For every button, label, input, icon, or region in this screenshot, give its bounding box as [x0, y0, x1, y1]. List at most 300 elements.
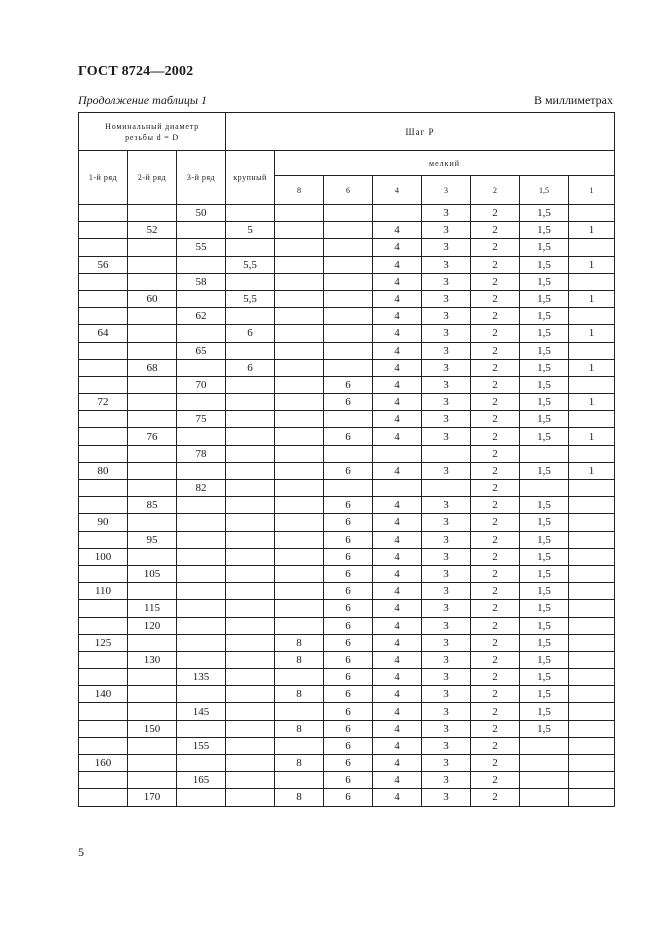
table-cell [324, 411, 373, 428]
table-cell [128, 480, 177, 497]
table-cell: 6 [324, 462, 373, 479]
table-cell [275, 531, 324, 548]
table-cell [177, 565, 226, 582]
table-cell [177, 548, 226, 565]
table-cell: 2 [471, 617, 520, 634]
table-cell [569, 205, 615, 222]
table-cell: 3 [422, 634, 471, 651]
table-cell [128, 256, 177, 273]
table-cell [128, 634, 177, 651]
table-row [79, 737, 615, 754]
table-cell [520, 789, 569, 806]
table-row [79, 669, 615, 686]
table-cell [275, 308, 324, 325]
table-row [79, 480, 615, 497]
table-cell: 4 [373, 703, 422, 720]
table-cell: 4 [373, 222, 422, 239]
table-cell [79, 308, 128, 325]
table-row [79, 565, 615, 582]
table-cell: 6 [324, 548, 373, 565]
table-cell [569, 720, 615, 737]
table-cell [275, 256, 324, 273]
table-cell: 6 [324, 514, 373, 531]
table-cell: 2 [471, 634, 520, 651]
table-cell: 1,5 [520, 703, 569, 720]
table-cell [226, 480, 275, 497]
table-row [79, 789, 615, 806]
table-cell [128, 772, 177, 789]
table-cell [569, 669, 615, 686]
table-cell [177, 222, 226, 239]
table-cell [275, 480, 324, 497]
table-cell: 3 [422, 669, 471, 686]
table-cell: 4 [373, 531, 422, 548]
page-number: 5 [78, 845, 84, 859]
table-cell: 4 [373, 394, 422, 411]
table-cell: 3 [422, 651, 471, 668]
table-cell: 3 [422, 531, 471, 548]
table-cell [79, 342, 128, 359]
table-row [79, 325, 615, 342]
table-row [79, 308, 615, 325]
table-cell [128, 445, 177, 462]
table-cell: 2 [471, 531, 520, 548]
table-cell: 160 [79, 755, 128, 772]
table-cell [128, 411, 177, 428]
table-cell: 6 [324, 497, 373, 514]
table-cell: 6 [324, 565, 373, 582]
table-cell [177, 583, 226, 600]
table-cell [177, 428, 226, 445]
table-cell: 3 [422, 239, 471, 256]
table-cell: 65 [177, 342, 226, 359]
table-cell: 1,5 [520, 222, 569, 239]
table-cell: 52 [128, 222, 177, 239]
table-cell [275, 514, 324, 531]
table-cell: 6 [324, 394, 373, 411]
table-cell: 95 [128, 531, 177, 548]
table-cell: 3 [422, 548, 471, 565]
table-cell [79, 290, 128, 307]
table-cell: 8 [275, 686, 324, 703]
table-row [79, 462, 615, 479]
table-cell: 3 [422, 737, 471, 754]
table-cell: 4 [373, 720, 422, 737]
table-cell [275, 703, 324, 720]
table-cell [569, 514, 615, 531]
table-cell [177, 325, 226, 342]
table-cell [226, 772, 275, 789]
table-row [79, 600, 615, 617]
fine-pitch-header: 6 [324, 176, 373, 205]
table-cell: 75 [177, 411, 226, 428]
table-cell: 8 [275, 720, 324, 737]
table-cell [569, 772, 615, 789]
table-cell [569, 634, 615, 651]
table-row [79, 445, 615, 462]
table-cell [520, 772, 569, 789]
table-cell: 2 [471, 308, 520, 325]
table-cell [79, 737, 128, 754]
table-cell [373, 445, 422, 462]
table-cell [226, 273, 275, 290]
table-cell: 6 [324, 789, 373, 806]
table-cell [226, 239, 275, 256]
row-2-header: 2-й ряд [128, 151, 177, 205]
table-cell [275, 325, 324, 342]
table-cell: 1,5 [520, 239, 569, 256]
table-cell: 2 [471, 565, 520, 582]
table-cell [177, 531, 226, 548]
table-cell: 110 [79, 583, 128, 600]
table-cell [569, 411, 615, 428]
table-cell: 3 [422, 772, 471, 789]
table-cell: 4 [373, 514, 422, 531]
table-cell: 4 [373, 256, 422, 273]
table-cell: 2 [471, 445, 520, 462]
table-cell: 1 [569, 325, 615, 342]
table-row [79, 531, 615, 548]
table-cell: 3 [422, 514, 471, 531]
table-cell: 2 [471, 737, 520, 754]
table-cell [79, 720, 128, 737]
table-cell [79, 617, 128, 634]
table-cell [324, 273, 373, 290]
table-cell [79, 772, 128, 789]
table-cell [79, 497, 128, 514]
table-cell [177, 359, 226, 376]
table-cell: 4 [373, 737, 422, 754]
table-cell [226, 394, 275, 411]
table-cell: 90 [79, 514, 128, 531]
table-cell [79, 205, 128, 222]
table-cell: 3 [422, 222, 471, 239]
table-cell [226, 789, 275, 806]
table-cell [128, 462, 177, 479]
table-body [79, 205, 615, 807]
table-cell: 50 [177, 205, 226, 222]
table-cell [373, 480, 422, 497]
table-cell [226, 497, 275, 514]
table-cell [79, 411, 128, 428]
table-row [79, 703, 615, 720]
table-cell: 4 [373, 325, 422, 342]
table-cell: 2 [471, 222, 520, 239]
table-cell: 6 [324, 703, 373, 720]
table-cell [324, 308, 373, 325]
table-cell: 4 [373, 273, 422, 290]
table-cell: 1,5 [520, 669, 569, 686]
table-cell [226, 565, 275, 582]
table-cell: 2 [471, 686, 520, 703]
table-cell [128, 669, 177, 686]
table-cell [177, 755, 226, 772]
table-row [79, 239, 615, 256]
table-cell: 3 [422, 394, 471, 411]
table-cell: 4 [373, 548, 422, 565]
table-cell: 2 [471, 376, 520, 393]
table-cell: 6 [324, 531, 373, 548]
table-cell: 1,5 [520, 548, 569, 565]
table-cell [226, 720, 275, 737]
table-cell: 3 [422, 290, 471, 307]
table-cell [275, 583, 324, 600]
nominal-diameter-header [79, 113, 226, 151]
table-cell [79, 600, 128, 617]
table-row [79, 394, 615, 411]
fine-pitch-header: 8 [275, 176, 324, 205]
table-cell: 4 [373, 359, 422, 376]
table-cell [275, 600, 324, 617]
table-cell: 4 [373, 411, 422, 428]
table-cell: 1,5 [520, 308, 569, 325]
table-cell [226, 651, 275, 668]
table-cell [79, 359, 128, 376]
table-cell: 4 [373, 565, 422, 582]
table-cell: 8 [275, 634, 324, 651]
table-cell: 1,5 [520, 256, 569, 273]
table-cell: 1,5 [520, 359, 569, 376]
fine-pitch-header: 2 [471, 176, 520, 205]
table-cell [177, 462, 226, 479]
table-cell: 2 [471, 462, 520, 479]
table-cell: 2 [471, 342, 520, 359]
table-cell [275, 359, 324, 376]
table-cell: 3 [422, 755, 471, 772]
table-cell: 1,5 [520, 686, 569, 703]
table-cell: 1 [569, 290, 615, 307]
table-cell: 8 [275, 651, 324, 668]
table-cell [226, 462, 275, 479]
table-cell: 2 [471, 256, 520, 273]
table-cell [128, 394, 177, 411]
table-cell [128, 514, 177, 531]
table-cell: 150 [128, 720, 177, 737]
table-cell: 6 [324, 428, 373, 445]
table-cell: 4 [373, 686, 422, 703]
table-cell: 55 [177, 239, 226, 256]
table-cell: 4 [373, 462, 422, 479]
table-cell: 6 [226, 325, 275, 342]
table-cell [569, 308, 615, 325]
table-cell: 6 [324, 772, 373, 789]
table-cell [128, 548, 177, 565]
table-cell: 1,5 [520, 583, 569, 600]
table-cell: 2 [471, 548, 520, 565]
table-cell: 2 [471, 428, 520, 445]
fine-pitch-header: 1 [569, 176, 615, 205]
table-cell: 4 [373, 428, 422, 445]
table-cell [373, 205, 422, 222]
table-cell [569, 239, 615, 256]
table-cell [569, 703, 615, 720]
table-cell: 3 [422, 789, 471, 806]
table-cell [226, 376, 275, 393]
table-cell: 6 [324, 737, 373, 754]
table-cell [79, 651, 128, 668]
table-cell [226, 342, 275, 359]
table-cell: 4 [373, 789, 422, 806]
table-cell: 3 [422, 703, 471, 720]
table-cell: 1,5 [520, 325, 569, 342]
table-cell: 5,5 [226, 290, 275, 307]
table-cell [79, 273, 128, 290]
table-cell [275, 290, 324, 307]
table-cell: 2 [471, 703, 520, 720]
table-cell: 4 [373, 308, 422, 325]
table-cell: 2 [471, 394, 520, 411]
table-row [79, 720, 615, 737]
table-cell [226, 411, 275, 428]
table-cell [79, 445, 128, 462]
table-cell [177, 789, 226, 806]
table-cell [226, 600, 275, 617]
table-cell [226, 755, 275, 772]
table-cell [569, 445, 615, 462]
table-cell: 130 [128, 651, 177, 668]
table-row [79, 583, 615, 600]
table-cell [569, 583, 615, 600]
table-cell [569, 617, 615, 634]
table-cell [79, 480, 128, 497]
table-cell [520, 737, 569, 754]
table-cell: 5,5 [226, 256, 275, 273]
table-cell [569, 737, 615, 754]
table-cell: 4 [373, 755, 422, 772]
units-label: В миллиметрах [533, 93, 613, 107]
table-cell [569, 497, 615, 514]
table-cell [569, 376, 615, 393]
table-cell: 1,5 [520, 273, 569, 290]
table-cell: 3 [422, 462, 471, 479]
table-cell: 3 [422, 720, 471, 737]
table-cell: 3 [422, 342, 471, 359]
table-cell [569, 600, 615, 617]
table-cell [128, 583, 177, 600]
table-cell: 3 [422, 359, 471, 376]
table-cell [275, 445, 324, 462]
table-cell [569, 651, 615, 668]
table-cell [79, 222, 128, 239]
table-cell: 4 [373, 617, 422, 634]
table-cell [79, 565, 128, 582]
table-cell: 4 [373, 772, 422, 789]
table-cell: 4 [373, 651, 422, 668]
table-cell: 2 [471, 411, 520, 428]
table-cell [569, 531, 615, 548]
table-cell: 100 [79, 548, 128, 565]
fine-pitch-header: 3 [422, 176, 471, 205]
table-cell: 60 [128, 290, 177, 307]
table-cell: 3 [422, 600, 471, 617]
table-row [79, 359, 615, 376]
table-cell [128, 205, 177, 222]
table-cell: 6 [324, 634, 373, 651]
fine-header: мелкий [275, 151, 615, 176]
table-cell [79, 789, 128, 806]
table-row [79, 548, 615, 565]
table-cell [226, 308, 275, 325]
table-cell: 56 [79, 256, 128, 273]
table-cell [177, 290, 226, 307]
table-cell: 2 [471, 359, 520, 376]
table-cell: 6 [324, 669, 373, 686]
table-cell: 2 [471, 755, 520, 772]
table-cell: 3 [422, 583, 471, 600]
table-cell [177, 600, 226, 617]
fine-pitch-header: 1,5 [520, 176, 569, 205]
coarse-header: крупный [226, 151, 275, 205]
table-cell [128, 737, 177, 754]
table-cell: 1,5 [520, 514, 569, 531]
table-cell [569, 480, 615, 497]
table-cell [177, 256, 226, 273]
table-cell: 1 [569, 394, 615, 411]
table-cell: 125 [79, 634, 128, 651]
table-cell [226, 737, 275, 754]
table-cell [275, 565, 324, 582]
table-cell: 140 [79, 686, 128, 703]
table-cell: 2 [471, 290, 520, 307]
table-cell: 1 [569, 256, 615, 273]
table-row [79, 617, 615, 634]
table-cell [275, 428, 324, 445]
table-cell: 2 [471, 514, 520, 531]
table-row [79, 755, 615, 772]
table-caption: Продолжение таблицы 1 [78, 93, 208, 107]
table-cell [324, 256, 373, 273]
table-cell: 3 [422, 411, 471, 428]
table-cell [324, 325, 373, 342]
table-cell: 6 [324, 600, 373, 617]
table-cell: 76 [128, 428, 177, 445]
table-cell [422, 445, 471, 462]
table-cell [569, 686, 615, 703]
table-cell: 4 [373, 497, 422, 514]
table-cell [275, 617, 324, 634]
table-cell: 3 [422, 205, 471, 222]
table-cell: 4 [373, 600, 422, 617]
table-cell: 1,5 [520, 600, 569, 617]
table-cell [226, 548, 275, 565]
table-cell: 4 [373, 342, 422, 359]
table-cell: 2 [471, 789, 520, 806]
table-cell: 3 [422, 325, 471, 342]
table-cell: 2 [471, 651, 520, 668]
table-cell: 115 [128, 600, 177, 617]
table-cell: 1 [569, 462, 615, 479]
table-cell [177, 617, 226, 634]
table-cell: 6 [324, 583, 373, 600]
table-cell [324, 445, 373, 462]
table-row [79, 256, 615, 273]
table-row [79, 428, 615, 445]
table-cell: 6 [226, 359, 275, 376]
table-cell [128, 273, 177, 290]
table-cell [226, 583, 275, 600]
table-cell: 1,5 [520, 617, 569, 634]
table-cell [79, 376, 128, 393]
table-row [79, 411, 615, 428]
table-cell [79, 428, 128, 445]
table-cell [324, 290, 373, 307]
table-cell: 1,5 [520, 290, 569, 307]
table-cell: 1 [569, 359, 615, 376]
table-row [79, 342, 615, 359]
table-cell [226, 617, 275, 634]
table-row [79, 686, 615, 703]
table-row [79, 376, 615, 393]
